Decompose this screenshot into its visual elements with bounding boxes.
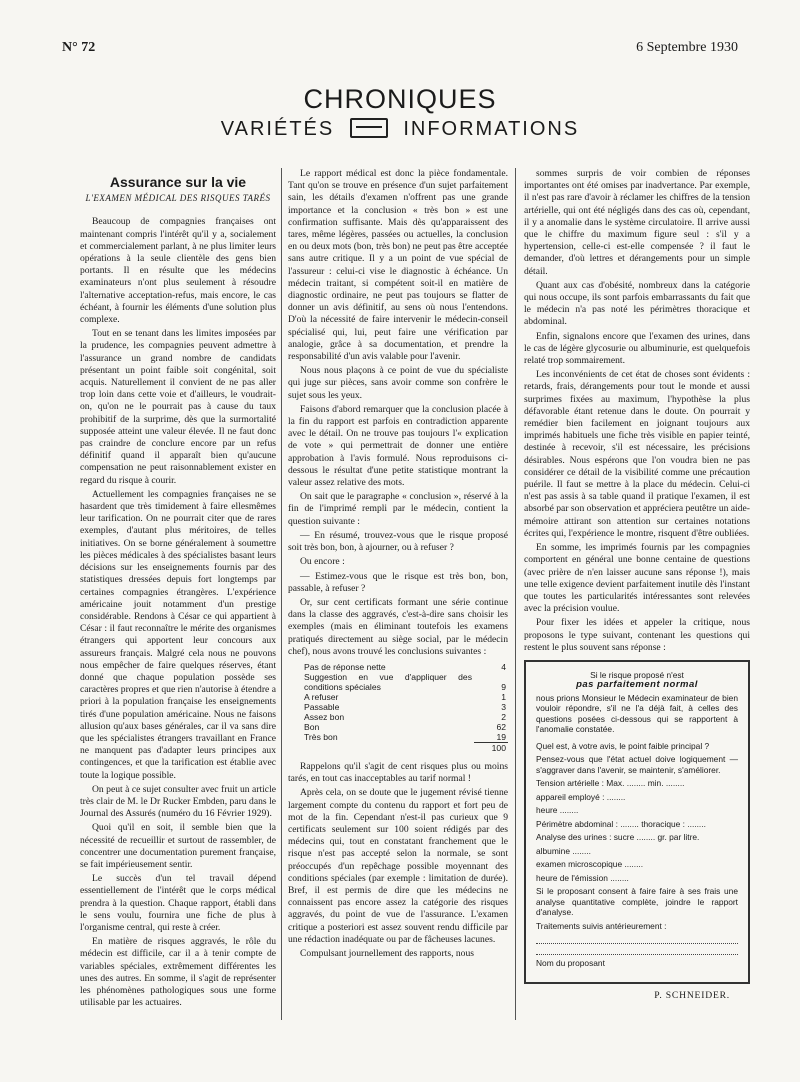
paragraph: sommes surpris de voir combien de réponses importantes ont été omises par inadvertance. Par exemple, il n'est pas rare d'avoir à réclamer les chiffres de la tension artérielle, qui ont été négligés dans des cas où, cependant, il y a anomalie dans le système circulatoire. Il arrive aussi que le chiffre du maximum figure seul : s'il y a hypertension, celle-ci est-elle compensée ? il faut le demander, d'où lettres et dérangements pour un simple détail. <box>524 168 750 277</box>
table-total-value: 100 <box>474 742 508 753</box>
form-line: heure de l'émission ........ <box>536 872 629 883</box>
conclusions-table <box>302 662 508 753</box>
form-line: Traitements suivis antérieurement : <box>536 920 667 931</box>
table-cell-label: Passable <box>304 701 340 712</box>
paragraph: Pour fixer les idées et appeler la critique, nous proposons le type suivant, contenant les questions qui restent le plus souvent sans réponse : <box>524 617 750 653</box>
table-row <box>302 692 508 702</box>
form-line: heure ........ <box>536 805 579 816</box>
paragraph: Quoi qu'il en soit, il semble bien que la nécessité de recueillir et surtout de rassembler, de concentrer une documentation purement française, se fait impérieusement sentir. <box>80 822 276 870</box>
column-1 <box>80 168 276 1011</box>
table-cell-value: 9 <box>501 681 506 692</box>
column-divider <box>515 168 516 1020</box>
paragraph: Quant aux cas d'obésité, nombreux dans la catégorie qui nous occupe, ils sont parfois embarrassants du fait que le médecin n'a pas noté les périmètres thoracique et abdominal. <box>524 279 750 328</box>
page-header <box>62 40 738 60</box>
paragraph: Le rapport médical est donc la pièce fondamentale. Tant qu'on se trouve en présence d'un sujet parfaitement sain, les détails d'examen n'offrent pas une grande importance et la conclusion « très bon » est une confirmation suffisante. Mais dès qu'apparaissent des tares, même légères, passées ou actuelles, la conclusion en ou deux mots (bon, très bon) ne peut pas être acceptée sans autre critique. Il y a un point de vue spécial de l'assureur : celui-ci vise le diagnostic à échéance. Un médecin traitant, si compétent soit-il en matière de diagnostic ordinaire, ne peut pas toujours se flatter de donner un avis définitif, au sens où nous l'entendons. D'où la nécessité de faire intervenir le médecin-conseil spécialisé qui, lui, peut faire une vérification par analogie, grâce à sa documentation, et prendre la responsabilité d'un avis valable pour l'avenir. <box>288 168 508 363</box>
form-line: Quel est, à votre avis, le point faible principal ? <box>536 740 710 751</box>
paragraph: Actuellement les compagnies françaises ne se hasardent que très timidement à faire ellesmêmes leur tarification. On ne pourrait citer que de rares exemples, d'autant plus méritoires, de telles initiatives. On se borne généralement à soumettre les pièces médicales à des spécialistes basant leurs décisions sur les enseignements fournis par des statistiques dressées depuis fort longtemps par certaines compagnies étrangères. L'expérience américaine jouit notamment d'un prestige considérable. Rendons à César ce qui appartient à César : il faut reconnaître le mérite des organismes étrangers qui apportent leur concours aux assureurs français. Malgré cela nous ne pouvons nous empêcher de faire quelques réserves, étant donné que chaque population possède ses caractères propres et que rien n'autorise à étendre a priori à la population française les enseignements tirés d'une population américaine. Nous ne faisons allusion qu'aux bases générales, car il va sans dire que les spécialistes étrangers travaillant en France ne manquent pas d'adapter leurs principes aux contingences, et que la tarification est établie avec toute la logique possible. <box>80 488 276 781</box>
table-cell-value: 4 <box>501 661 506 672</box>
masthead-title: CHRONIQUES <box>303 84 497 114</box>
paragraph: Compulsant journellement des rapports, nous <box>300 947 474 959</box>
table-cell-label: Pas de réponse nette <box>304 661 386 672</box>
table-cell-label: Assez bon <box>304 711 345 722</box>
form-line: albumine ........ <box>536 845 591 856</box>
form-line: appareil employé : ........ <box>536 791 626 802</box>
masthead-subtitle <box>0 116 800 142</box>
table-row <box>302 672 508 692</box>
table-row <box>302 702 508 712</box>
paragraph: Les inconvénients de cet état de choses sont évidents : retards, frais, dérangements pour tout le monde et aussi surprimes fixées au maximum, l'hypothèse la plus défavorable étant retenue dans le doute. On pourrait y remédier bien facilement en joignant toujours aux imprimés habituels une fiche très visible en papier teinté, destinée à recevoir, s'il est nécessaire, les précisions désirables. Nous espérons que l'on voudra bien ne pas considérer ce détail de la visibilité comme une précaution puérile. Il faut se mettre à la place du médecin. Celui-ci n'est pas assis à sa table quand il pratique l'examen, il est absorbé par son observation et appréciera peutêtre un aide-mémoire attirant son attention sur certaines notations écrites qui, l'expérience le montre, risquent d'être oubliées. <box>524 369 750 539</box>
paragraph: Enfin, signalons encore que l'examen des urines, dans le cas de légère glycosurie ou albuminurie, est quelquefois relaté trop sommairement. <box>524 330 750 367</box>
form-intro: nous prions Monsieur le Médecin examinateur de bien vouloir répondre, s'il ne l'a déjà fait, à celles des questions posées ci-dessous qui se rapportent à l'anomalie constatée. <box>536 692 738 735</box>
table-total-row <box>302 742 508 753</box>
column-divider <box>281 168 282 1020</box>
paragraph: En somme, les imprimés fournis par les compagnies comportent en général une bonne centaine de questions (avec prière de n'en laisser aucune sans réponse !), mais une telle exigence devient parfaitement inutile dès l'instant que toutes les particularités intéressantes sont relevées avec la précision voulue. <box>524 542 750 615</box>
table-cell-label: Très bon <box>304 732 338 743</box>
table-cell-value: 1 <box>501 691 506 702</box>
table-row <box>302 732 508 743</box>
paragraph: Beaucoup de compagnies françaises ont maintenant compris l'intérêt qu'il y a, socialement et commercialement parlant, à ne plus limiter leurs opérations à la seule clientèle des gens bien portants. Il en résulte que les médecins examinateurs n'ont plus seulement à résoudre l'alternative acceptation-refus, mais encore, le cas échéant, à fournir les éléments d'une solution plus complexe. <box>80 216 276 326</box>
ornament-icon <box>350 118 388 138</box>
table-cell-label: A refuser <box>304 691 339 702</box>
masthead-left-word: VARIÉTÉS <box>220 118 335 140</box>
blank-line <box>536 934 738 944</box>
form-line: Tension artérielle : Max. ........ min. ........ <box>536 778 685 789</box>
table-row <box>302 662 508 672</box>
paragraph: Rappelons qu'il s'agit de cent risques plus ou moins tarés, en tout cas inacceptables au tarif normal ! <box>288 760 508 785</box>
form-line: Périmètre abdominal : ........ thoracique : ........ <box>536 818 706 829</box>
article-title: Assurance sur la vie <box>109 174 247 190</box>
paragraph: Ou encore : <box>300 556 345 568</box>
table-cell-label: Bon <box>304 721 320 732</box>
paragraph: En matière de risques aggravés, le rôle du médecin est difficile, car il a à tenir compte de variables spéciales, extrêmement différentes les unes des autres. En somme, il s'agit de représenter les phénomènes pathologiques sous une forme utilisable par les actuaires. <box>80 936 276 1009</box>
table-row <box>302 722 508 732</box>
paragraph: Or, sur cent certificats formant une série continue dans la classe des aggravés, c'est-à-dire sans choisir les exemples (mais en éliminant toutefois les examens pratiqués directement au siège social, par le médecin chef), nous avons trouvé les conclusions suivantes : <box>288 596 508 657</box>
author-signature: P. SCHNEIDER. <box>654 989 730 1001</box>
paragraph: Faisons d'abord remarquer que la conclusion placée à la fin du rapport est parfois en contradiction apparente avec le détail. On ne trouve pas toujours l'« explication de vote » qui permettrait de donner une entière approbation à l'avis formulé. Nous reproduisons ci-dessous le résultat d'une petite statistique montrant la valeur assez relative des mots. <box>288 403 508 489</box>
paragraph: — En résumé, trouvez-vous que le risque proposé soit très bon, bon, à ajourner, ou à refuser ? <box>288 529 508 554</box>
form-footer: Nom du proposant <box>536 958 605 969</box>
masthead <box>0 84 800 142</box>
paragraph: Tout en se tenant dans les limites imposées par la prudence, les compagnies peuvent admettre à l'assurance un grand nombre de candidats présentant un point faible soit congénital, soit acquis. Naturellement il convient de ne pas aller trop loin dans cette voie et d'ailleurs, le voudrait-on, qu'on ne le pourrait pas à cause du taux prohibitif de la surprime, dès que la surmortalité supposée atteint une valeur élevée. Il ne faut donc pas craindre de conclure encore par un refus définitif quand il apparaît bien qu'aucune compensation ne peut raisonnablement exister en regard du risque à courir. <box>80 328 276 486</box>
table-cell-value: 2 <box>501 711 506 722</box>
article-subtitle: L'EXAMEN MÉDICAL DES RISQUES TARÉS <box>85 193 271 204</box>
paragraph: Le succès d'un tel travail dépend essentiellement de l'intérêt que le corps médical prendra à la question. Chaque rapport, établi dans le sens voulu, fournira une fiche de plus à l'organisme central, qui reste à créer. <box>80 873 276 933</box>
form-line: Analyse des urines : sucre ........ gr. par litre. <box>536 832 700 843</box>
table-cell-value: 19 <box>496 731 506 742</box>
paragraph: On sait que le paragraphe « conclusion », réservé à la fin de l'imprimé rempli par le médecin, contient la question suivante : <box>288 491 508 527</box>
table-row <box>302 712 508 722</box>
issue-number: N° 72 <box>62 40 96 55</box>
paragraph: — Estimez-vous que le risque est très bon, bon, passable, à refuser ? <box>288 570 508 594</box>
column-3 <box>524 168 750 1002</box>
form-line: Pensez-vous que l'état actuel doive logiquement — s'aggraver dans l'avenir, se maintenir, s'améliorer. <box>536 754 738 775</box>
form-line: Si le proposant consent à faire faire à ses frais une analyse quantitative complète, joindre le rapport d'analyse. <box>536 886 738 918</box>
paragraph: Nous nous plaçons à ce point de vue du spécialiste qui juge sur pièces, sans avoir comme son confrère le sujet sous les yeux. <box>288 365 508 401</box>
form-heading: Si le risque proposé n'est <box>590 669 684 680</box>
form-line: examen microscopique ........ <box>536 859 644 870</box>
masthead-right-word: INFORMATIONS <box>403 118 580 140</box>
paragraph: On peut à ce sujet consulter avec fruit un article très clair de M. le Dr Rucker Embden, paru dans le Journal des Assurés (numéro du 16 Février 1929). <box>80 783 276 820</box>
proposed-form <box>524 660 750 984</box>
table-cell-label: Suggestion en vue d'appliquer des conditions spéciales <box>304 671 472 692</box>
paragraph: Après cela, on se doute que le jugement révisé tienne largement compte du contenu du rapport et fort peu de mot de la fin. Cependant n'est-il pas curieux que 9 certificats seulement sur 100 soient rédigés par des médecins qui, tout en constatant franchement que le risque n'est pas accepté selon la normale, se sont préoccupés d'un repêchage possible moyennant des conditions spéciales (par exemple : limitation de durée). Bref, il est permis de dire que les médecins ne connaissent pas encore assez la catégorie des risques aggravés, du point de vue de l'assurance. L'examen critique a posteriori est assez souvent rendu difficile par une rédaction inadéquate ou par de fâcheuses lacunes. <box>288 787 508 945</box>
column-2 <box>288 168 508 962</box>
form-heading-emphasis: pas parfaitement normal <box>576 679 698 691</box>
issue-date: 6 Septembre 1930 <box>636 40 738 55</box>
blank-line <box>536 945 738 955</box>
table-cell-value: 62 <box>496 721 506 732</box>
table-cell-value: 3 <box>501 701 506 712</box>
